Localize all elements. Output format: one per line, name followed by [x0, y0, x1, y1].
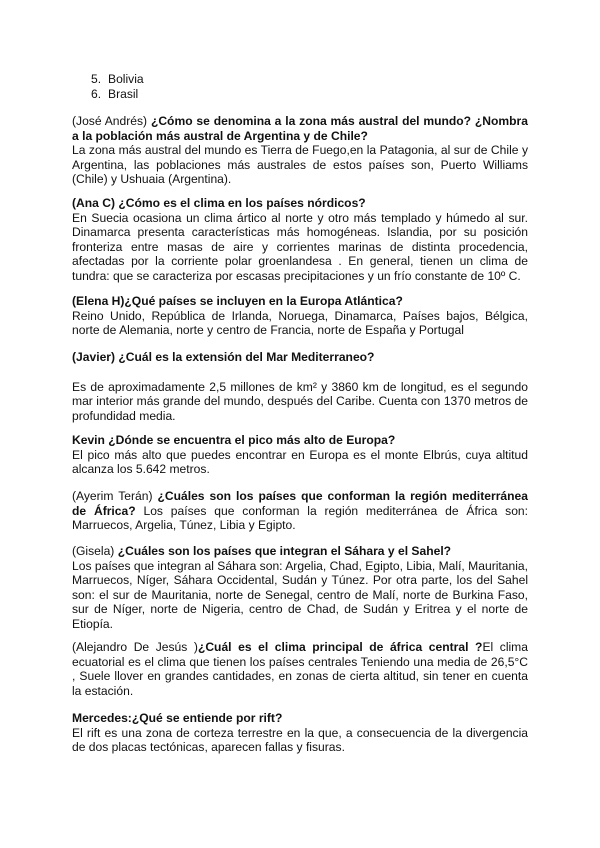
answer: En Suecia ocasiona un clima ártico al norte y otro más templado y húmedo al sur. Dinamarca presenta características más homogéneas. Islandia, por su posición fronteriza entre masas de aire y corrientes marinas de distinta procedencia, afectadas por la corriente polar groenlandesa . En general, tienen un clima de tundra: que se caracteriza por escasas precipitaciones y un frío constante de 10º C. — [72, 210, 528, 283]
qa-block — [72, 711, 528, 755]
question: Kevin ¿Dónde se encuentra el pico más alto de Europa? — [72, 433, 396, 447]
question: ¿Cuáles son los países que integran el Sáhara y el Sahel? — [117, 544, 452, 558]
question: ¿Cuáles son los países que conforman la región mediterránea de África? — [72, 489, 528, 518]
author: (José Andrés) — [72, 114, 151, 128]
question: (Javier) ¿Cuál es la extensión del Mar Mediterraneo? — [72, 350, 375, 364]
answer: El clima ecuatorial es el clima que tienen los países centrales Teniendo una media de 26,5°C , Suele llover en grandes cantidades, en zonas de cierta altitud, sin tener en cuenta la estación. — [72, 640, 528, 698]
question-line — [72, 544, 528, 559]
question: ¿Cómo se denomina a la zona más austral del mundo? ¿Nombra a la población más austral de Argentina y de Chile? — [72, 114, 528, 143]
numbered-list — [91, 72, 144, 102]
list-text: Bolivia — [108, 72, 144, 86]
answer: El pico más alto que puedes encontrar en Europa es el monte Elbrús, cuya altitud alcanza los 5.642 metros. — [72, 447, 528, 477]
answer: Reino Unido, República de Irlanda, Noruega, Dinamarca, Países bajos, Bélgica, norte de Alemania, norte y centro de Francia, norte de España y Portugal — [72, 308, 528, 338]
question-line — [72, 640, 528, 698]
question-line — [72, 489, 528, 533]
author: (Ayerim Terán) — [72, 489, 158, 503]
list-item — [91, 87, 144, 102]
answer: Los países que conforman la región mediterránea de África son: Marruecos, Argelia, Túnez, Libia y Egipto. — [72, 503, 528, 533]
question: ¿Cuál es el clima principal de áfrica central ? — [197, 640, 483, 654]
qa-block — [72, 196, 528, 284]
list-item — [91, 72, 144, 87]
qa-block — [72, 544, 528, 632]
answer: Los países que integran al Sáhara son: Argelia, Chad, Egipto, Libia, Malí, Mauritania, Marruecos, Níger, Sáhara Occidental, Sudán y Túnez. Por otra parte, los del Sahel son: el sur de Mauritania, norte de Senegal, centro de Malí, norte de Burkina Faso, sur de Níger, norte de Nigeria, centro de Chad, de Sudán y Eritrea y el norte de Etiopía. — [72, 558, 528, 631]
question: (Ana C) ¿Cómo es el clima en los países nórdicos? — [72, 196, 366, 210]
answer: La zona más austral del mundo es Tierra de Fuego,en la Patagonia, al sur de Chile y Argentina, las poblaciones más australes de estos países son, Puerto Williams (Chile) y Ushuaia (Argentina). — [72, 143, 528, 187]
qa-block — [72, 350, 528, 423]
question: (Elena H)¿Qué países se incluyen en la Europa Atlántica? — [72, 294, 403, 308]
list-number: 5. — [91, 72, 102, 86]
author: (Gisela) — [72, 544, 118, 558]
answer: El rift es una zona de corteza terrestre en la que, a consecuencia de la divergencia de dos placas tectónicas, aparecen fallas y fisuras. — [72, 725, 528, 755]
qa-block — [72, 433, 528, 477]
question: Mercedes:¿Qué se entiende por rift? — [72, 711, 283, 725]
author: (Alejandro De Jesús ) — [72, 640, 198, 654]
qa-block — [72, 114, 528, 187]
qa-block — [72, 294, 528, 338]
answer: Es de aproximadamente 2,5 millones de km² y 3860 km de longitud, es el segundo mar interior más grande del mundo, después del Caribe. Cuenta con 1370 metros de profundidad media. — [72, 379, 528, 423]
qa-block — [72, 640, 528, 698]
question-line — [72, 114, 528, 143]
list-number: 6. — [91, 87, 102, 101]
list-text: Brasil — [108, 87, 139, 101]
qa-block — [72, 489, 528, 533]
